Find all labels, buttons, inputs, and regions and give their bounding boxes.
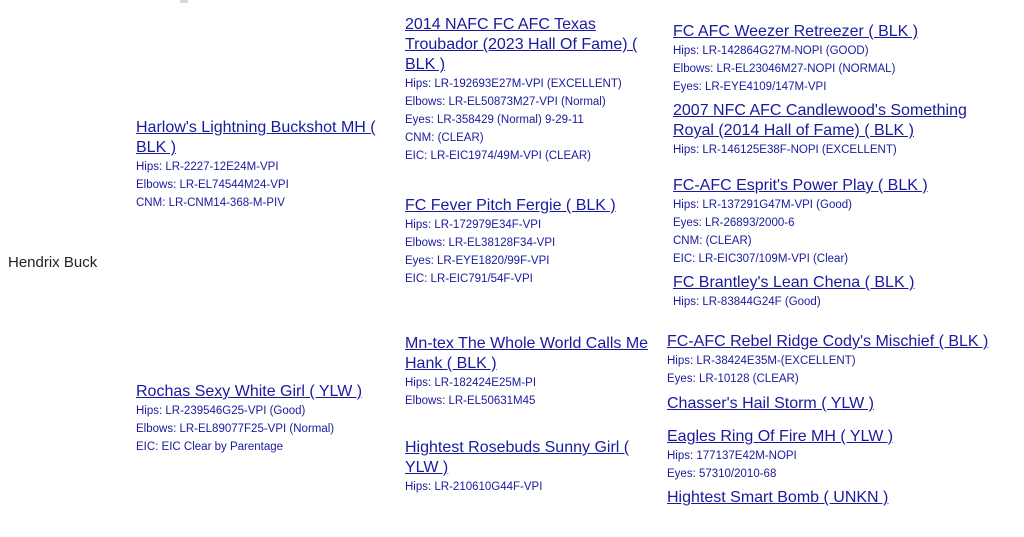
pedigree-dam-dam (405, 438, 655, 496)
top-divider-fragment (180, 0, 188, 3)
dss-name-link[interactable]: FC-AFC Rebel Ridge Cody's Mischief ( BLK ) (667, 333, 989, 350)
pedigree-sire-sire (405, 15, 655, 165)
health-info: CNM: (CLEAR) (673, 235, 752, 247)
dds-name-link[interactable]: Eagles Ring Of Fire MH ( YLW ) (667, 428, 894, 445)
sire-sire-name-link[interactable]: 2014 NAFC FC AFC Texas Troubador (2023 Hall Of Fame) ( BLK ) (405, 16, 638, 73)
sire-name-link[interactable]: Harlow's Lightning Buckshot MH ( BLK ) (136, 119, 376, 156)
health-info: Hips: LR-83844G24F (Good) (673, 296, 821, 308)
sds-name-link[interactable]: FC-AFC Esprit's Power Play ( BLK ) (673, 177, 928, 194)
health-info: Eyes: LR-EYE4109/147M-VPI (673, 81, 827, 93)
health-info: Hips: LR-142864G27M-NOPI (GOOD) (673, 45, 869, 57)
health-info: CNM: (CLEAR) (405, 132, 484, 144)
health-info: Eyes: LR-EYE1820/99F-VPI (405, 255, 550, 267)
pedigree-dam-sire (405, 334, 663, 410)
health-info: Eyes: 57310/2010-68 (667, 468, 777, 480)
pedigree-dam-dam-dam (667, 488, 987, 508)
pedigree-dam-dam-sire (667, 427, 987, 483)
health-info: Hips: 177137E42M-NOPI (667, 450, 797, 462)
pedigree-sire-sire-dam (673, 101, 993, 159)
health-info: Elbows: LR-EL50873M27-VPI (Normal) (405, 96, 606, 108)
health-info: Hips: LR-182424E25M-PI (405, 377, 537, 389)
health-info: Hips: LR-38424E35M-(EXCELLENT) (667, 355, 856, 367)
dsd-name-link[interactable]: Chasser's Hail Storm ( YLW ) (667, 395, 874, 412)
pedigree-sire (136, 118, 386, 212)
health-info: Hips: LR-172979E34F-VPI (405, 219, 542, 231)
health-info: Elbows: LR-EL50631M45 (405, 395, 536, 407)
health-info: Eyes: LR-358429 (Normal) 9-29-11 (405, 114, 584, 126)
sdd-name-link[interactable]: FC Brantley's Lean Chena ( BLK ) (673, 274, 915, 291)
health-info: Hips: LR-192693E27M-VPI (EXCELLENT) (405, 78, 622, 90)
health-info: Hips: LR-239546G25-VPI (Good) (136, 405, 306, 417)
health-info: Elbows: LR-EL74544M24-VPI (136, 179, 289, 191)
health-info: Eyes: LR-26893/2000-6 (673, 217, 795, 229)
pedigree-dam (136, 382, 386, 456)
sss-name-link[interactable]: FC AFC Weezer Retreezer ( BLK ) (673, 23, 919, 40)
pedigree-sire-dam-sire (673, 176, 993, 268)
dam-name-link[interactable]: Rochas Sexy White Girl ( YLW ) (136, 383, 363, 400)
health-info: CNM: LR-CNM14-368-M-PIV (136, 197, 285, 209)
pedigree-sire-dam-dam (673, 273, 993, 311)
pedigree-sire-dam (405, 196, 655, 288)
ddd-name-link[interactable]: Hightest Smart Bomb ( UNKN ) (667, 489, 889, 506)
pedigree-dam-sire-dam (667, 394, 987, 414)
subject-dog-name: Hendrix Buck (8, 254, 98, 271)
health-info: EIC: LR-EIC307/109M-VPI (Clear) (673, 253, 849, 265)
health-info: Hips: LR-210610G44F-VPI (405, 481, 543, 493)
health-info: Hips: LR-146125E38F-NOPI (EXCELLENT) (673, 144, 897, 156)
health-info: Elbows: LR-EL89077F25-VPI (Normal) (136, 423, 335, 435)
health-info: EIC: EIC Clear by Parentage (136, 441, 284, 453)
pedigree-sire-sire-sire (673, 22, 993, 96)
health-info: Eyes: LR-10128 (CLEAR) (667, 373, 799, 385)
ssd-name-link[interactable]: 2007 NFC AFC Candlewood's Something Royal (2014 Hall of Fame) ( BLK ) (673, 102, 967, 139)
health-info: Elbows: LR-EL38128F34-VPI (405, 237, 556, 249)
health-info: Hips: LR-2227-12E24M-VPI (136, 161, 279, 173)
health-info: Elbows: LR-EL23046M27-NOPI (NORMAL) (673, 63, 896, 75)
health-info: EIC: LR-EIC1974/49M-VPI (CLEAR) (405, 150, 591, 162)
dam-dam-name-link[interactable]: Hightest Rosebuds Sunny Girl ( YLW ) (405, 439, 630, 476)
sire-dam-name-link[interactable]: FC Fever Pitch Fergie ( BLK ) (405, 197, 616, 214)
health-info: EIC: LR-EIC791/54F-VPI (405, 273, 533, 285)
pedigree-dam-sire-sire (667, 332, 1012, 388)
health-info: Hips: LR-137291G47M-VPI (Good) (673, 199, 852, 211)
dam-sire-name-link[interactable]: Mn-tex The Whole World Calls Me Hank ( BLK ) (405, 335, 649, 372)
